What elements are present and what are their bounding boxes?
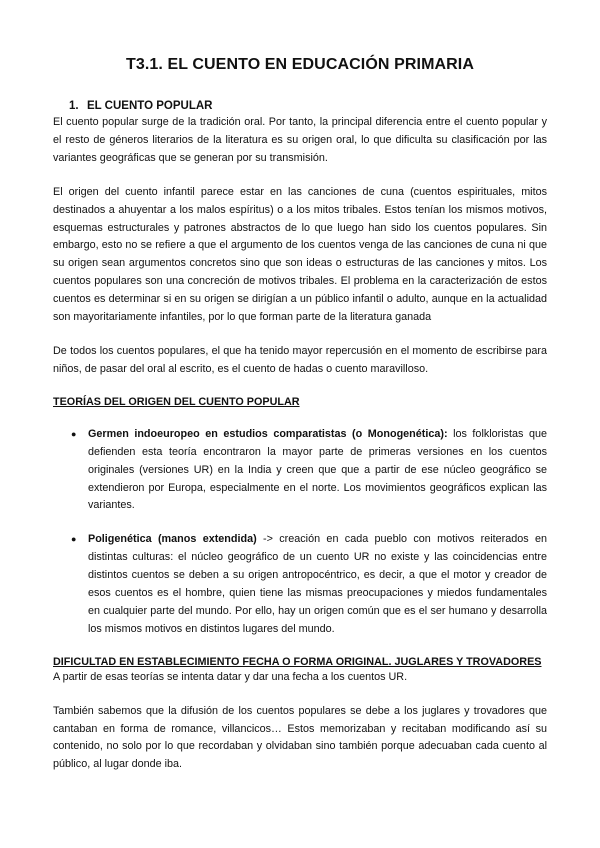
list-item: [53, 531, 547, 638]
subheading-difficulty: DIFICULTAD EN ESTABLECIMIENTO FECHA O FORMA ORIGINAL. JUGLARES Y TROVADORES: [53, 655, 542, 668]
section-heading-text: EL CUENTO POPULAR: [87, 100, 213, 112]
bullet-icon: ●: [71, 428, 77, 439]
paragraph: A partir de esas teorías se intenta datar y dar una fecha a los cuentos UR.: [53, 670, 408, 683]
paragraph: El origen del cuento infantil parece estar en las canciones de cuna (cuentos espirituales, mitos destinados a ahuyentar a los malos espíritus) o a los mitos tribales. Estos tenían los mismos motivos, esquemas estructurales y patrones abstractos de lo que luego han sido los cuentos populares. Sin embargo, esto no se refiere a que el argumento de los cuentos venga de las canciones de cuna ni que su origen sean argumentos concretos sino que son ideas o estructuras de las canciones y mitos. Los cuentos populares son una concreción de motivos tribales. El problema en la caracterización de estos cuentos es determinar si en su origen se dirigían a un público infantil o adulto, aunque en la actualidad son mayoritariamente infantiles, por lo que forman parte de la literatura ganada: [53, 185, 547, 324]
theory-text: -> creación en cada pueblo con motivos reiterados en distintas culturas: el núcleo geográfico de un cuento UR no existe y las coincidencias entre distintos cuentos se deben a su origen antropocéntrico, es decir, a que el motor y creador de esos cuentos es el hombre, quien tiene las mismas preocupaciones y miedos fundamentales en cualquier parte del mundo. Por ello, hay un origen común que es el ser humano y desarrolla los mismos motivos en distintos lugares del mundo.: [88, 533, 547, 635]
section-cuento-popular: [53, 100, 547, 790]
bullet-icon: ●: [71, 534, 77, 545]
paragraph: De todos los cuentos populares, el que ha tenido mayor repercusión en el momento de escribirse para niños, de pasar del oral al escrito, es el cuento de hadas o cuento maravilloso.: [53, 344, 547, 375]
subheading-theories: TEORÍAS DEL ORIGEN DEL CUENTO POPULAR: [53, 395, 300, 408]
theories-list: [53, 426, 547, 639]
paragraph: También sabemos que la difusión de los cuentos populares se debe a los juglares y trovadores que cantaban en forma de romance, villancicos… Estos memorizaban y recitaban modificando así su contenido, no solo por lo que recordaban y olvidaban sino también porque adecuaban cada cuento al público, al lugar donde iba.: [53, 704, 547, 771]
section-heading: [53, 100, 547, 112]
theory-text: los folkloristas que defienden esta teoría encontraron la mayor parte de primeras versiones en los cuentos originales (versiones UR) en la India y creen que que a partir de ese núcleo geográfico se extendieron por Europa, especialmente en el norte. Los movimientos geográficos explican las variantes.: [88, 427, 547, 512]
theory-term: Germen indoeuropeo en estudios comparatistas (o Monogenética):: [88, 427, 448, 440]
page-title: T3.1. EL CUENTO EN EDUCACIÓN PRIMARIA: [125, 56, 475, 73]
list-item: [53, 426, 547, 516]
paragraph: El cuento popular surge de la tradición oral. Por tanto, la principal diferencia entre el cuento popular y el resto de géneros literarios de la literatura es su origen oral, lo que dificulta su clasificación por las variantes geográficas que se generan por su transmisión.: [53, 116, 547, 164]
section-number: 1.: [69, 100, 79, 112]
theory-term: Poligenética (manos extendida): [88, 533, 257, 546]
